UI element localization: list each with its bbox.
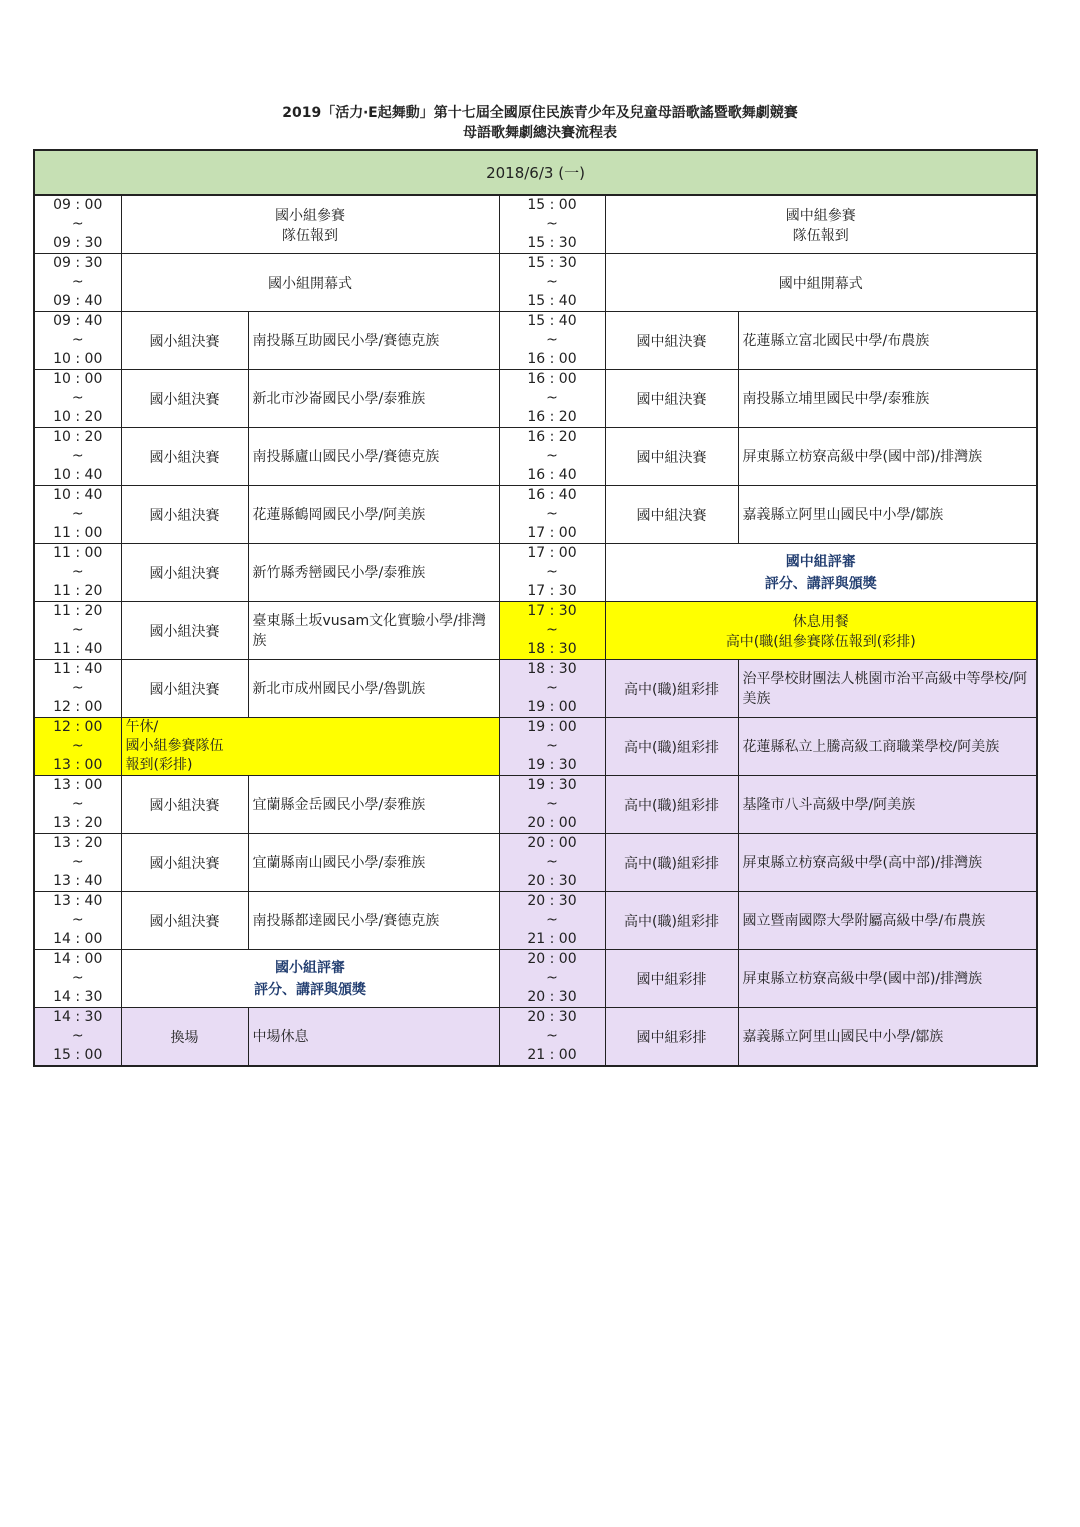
time-slot: 13 : 20 ~ 13 : 40 [34, 834, 121, 892]
time-slot: 16 : 00 ~ 16 : 20 [499, 370, 605, 428]
time-slot: 15 : 40 ~ 16 : 00 [499, 312, 605, 370]
team-cell: 屏東縣立枋寮高級中學(國中部)/排灣族 [738, 950, 1037, 1008]
category-cell: 國小組決賽 [121, 370, 248, 428]
time-slot: 17 : 30 ~ 18 : 30 [499, 602, 605, 660]
date-header-row [34, 150, 1037, 195]
time-slot: 20 : 00 ~ 20 : 30 [499, 834, 605, 892]
time-slot: 09 : 00 ~ 09 : 30 [34, 195, 121, 254]
team-cell: 新竹縣秀巒國民小學/泰雅族 [248, 544, 499, 602]
table-row [34, 312, 1037, 370]
time-slot: 20 : 30 ~ 21 : 00 [499, 892, 605, 950]
table-row [34, 776, 1037, 834]
time-slot: 14 : 00 ~ 14 : 30 [34, 950, 121, 1008]
table-row [34, 486, 1037, 544]
category-cell: 國小組決賽 [121, 602, 248, 660]
opening-ceremony-cell: 國中組開幕式 [605, 254, 1037, 312]
time-slot: 09 : 30 ~ 09 : 40 [34, 254, 121, 312]
table-row [34, 950, 1037, 1008]
category-cell: 國中組決賽 [605, 428, 738, 486]
category-cell: 國小組決賽 [121, 892, 248, 950]
judging-cell: 國小組評審 評分、講評與頒獎 [121, 950, 499, 1008]
checkin-cell: 國中組參賽 隊伍報到 [605, 195, 1037, 254]
team-cell: 基隆市八斗高級中學/阿美族 [738, 776, 1037, 834]
time-slot: 11 : 00 ~ 11 : 20 [34, 544, 121, 602]
category-cell: 換場 [121, 1008, 248, 1067]
document-title: 2019「活力‧E起舞動」第十七屆全國原住民族青少年及兒童母語歌謠暨歌舞劇競賽 [282, 105, 798, 121]
time-slot: 11 : 40 ~ 12 : 00 [34, 660, 121, 718]
schedule-table [33, 149, 1038, 1067]
team-cell: 新北市成州國民小學/魯凱族 [248, 660, 499, 718]
document-subtitle: 母語歌舞劇總決賽流程表 [463, 125, 617, 141]
team-cell: 南投縣都達國民小學/賽德克族 [248, 892, 499, 950]
schedule-date: 2018/6/3 (一) [34, 150, 1037, 195]
time-slot: 19 : 00 ~ 19 : 30 [499, 718, 605, 776]
table-row [34, 254, 1037, 312]
team-cell: 南投縣廬山國民小學/賽德克族 [248, 428, 499, 486]
table-row [34, 544, 1037, 602]
team-cell: 中場休息 [248, 1008, 499, 1067]
table-row [34, 602, 1037, 660]
team-cell: 南投縣立埔里國民中學/泰雅族 [738, 370, 1037, 428]
team-cell: 宜蘭縣南山國民小學/泰雅族 [248, 834, 499, 892]
category-cell: 國中組決賽 [605, 312, 738, 370]
team-cell: 宜蘭縣金岳國民小學/泰雅族 [248, 776, 499, 834]
table-row [34, 718, 1037, 776]
team-cell: 國立暨南國際大學附屬高級中學/布農族 [738, 892, 1037, 950]
category-cell: 國小組決賽 [121, 312, 248, 370]
judging-cell: 國中組評審 評分、講評與頒獎 [605, 544, 1037, 602]
time-slot: 17 : 00 ~ 17 : 30 [499, 544, 605, 602]
time-slot: 12 : 00 ~ 13 : 00 [34, 718, 121, 776]
category-cell: 國小組決賽 [121, 544, 248, 602]
team-cell: 花蓮縣鶴岡國民小學/阿美族 [248, 486, 499, 544]
time-slot: 10 : 20 ~ 10 : 40 [34, 428, 121, 486]
time-slot: 14 : 30 ~ 15 : 00 [34, 1008, 121, 1067]
table-row [34, 834, 1037, 892]
time-slot: 18 : 30 ~ 19 : 00 [499, 660, 605, 718]
time-slot: 13 : 00 ~ 13 : 20 [34, 776, 121, 834]
category-cell: 國小組決賽 [121, 428, 248, 486]
time-slot: 09 : 40 ~ 10 : 00 [34, 312, 121, 370]
table-row [34, 892, 1037, 950]
category-cell: 高中(職)組彩排 [605, 660, 738, 718]
time-slot: 20 : 30 ~ 21 : 00 [499, 1008, 605, 1067]
time-slot: 15 : 00 ~ 15 : 30 [499, 195, 605, 254]
category-cell: 高中(職)組彩排 [605, 834, 738, 892]
table-row [34, 428, 1037, 486]
team-cell: 南投縣互助國民小學/賽德克族 [248, 312, 499, 370]
table-row [34, 195, 1037, 254]
team-cell: 嘉義縣立阿里山國民中小學/鄒族 [738, 1008, 1037, 1067]
time-slot: 20 : 00 ~ 20 : 30 [499, 950, 605, 1008]
table-row [34, 660, 1037, 718]
team-cell: 臺東縣土坂vusam文化實驗小學/排灣族 [248, 602, 499, 660]
team-cell: 治平學校財團法人桃園市治平高級中等學校/阿美族 [738, 660, 1037, 718]
category-cell: 高中(職)組彩排 [605, 892, 738, 950]
category-cell: 國小組決賽 [121, 776, 248, 834]
checkin-cell: 國小組參賽 隊伍報到 [121, 195, 499, 254]
category-cell: 國小組決賽 [121, 486, 248, 544]
meal-break-cell: 休息用餐 高中(職(組參賽隊伍報到(彩排) [605, 602, 1037, 660]
team-cell: 新北市沙崙國民小學/泰雅族 [248, 370, 499, 428]
time-slot: 11 : 20 ~ 11 : 40 [34, 602, 121, 660]
table-row [34, 1008, 1037, 1067]
category-cell: 高中(職)組彩排 [605, 776, 738, 834]
lunch-break-cell: 午休/ 國小組參賽隊伍 報到(彩排) [121, 718, 499, 776]
table-row [34, 370, 1037, 428]
time-slot: 16 : 40 ~ 17 : 00 [499, 486, 605, 544]
category-cell: 國中組決賽 [605, 486, 738, 544]
team-cell: 屏東縣立枋寮高級中學(高中部)/排灣族 [738, 834, 1037, 892]
category-cell: 國小組決賽 [121, 660, 248, 718]
team-cell: 花蓮縣私立上騰高級工商職業學校/阿美族 [738, 718, 1037, 776]
time-slot: 10 : 40 ~ 11 : 00 [34, 486, 121, 544]
category-cell: 高中(職)組彩排 [605, 718, 738, 776]
category-cell: 國中組彩排 [605, 950, 738, 1008]
team-cell: 屏東縣立枋寮高級中學(國中部)/排灣族 [738, 428, 1037, 486]
time-slot: 15 : 30 ~ 15 : 40 [499, 254, 605, 312]
category-cell: 國小組決賽 [121, 834, 248, 892]
time-slot: 16 : 20 ~ 16 : 40 [499, 428, 605, 486]
time-slot: 13 : 40 ~ 14 : 00 [34, 892, 121, 950]
category-cell: 國中組決賽 [605, 370, 738, 428]
team-cell: 嘉義縣立阿里山國民中小學/鄒族 [738, 486, 1037, 544]
category-cell: 國中組彩排 [605, 1008, 738, 1067]
time-slot: 10 : 00 ~ 10 : 20 [34, 370, 121, 428]
opening-ceremony-cell: 國小組開幕式 [121, 254, 499, 312]
team-cell: 花蓮縣立富北國民中學/布農族 [738, 312, 1037, 370]
time-slot: 19 : 30 ~ 20 : 00 [499, 776, 605, 834]
